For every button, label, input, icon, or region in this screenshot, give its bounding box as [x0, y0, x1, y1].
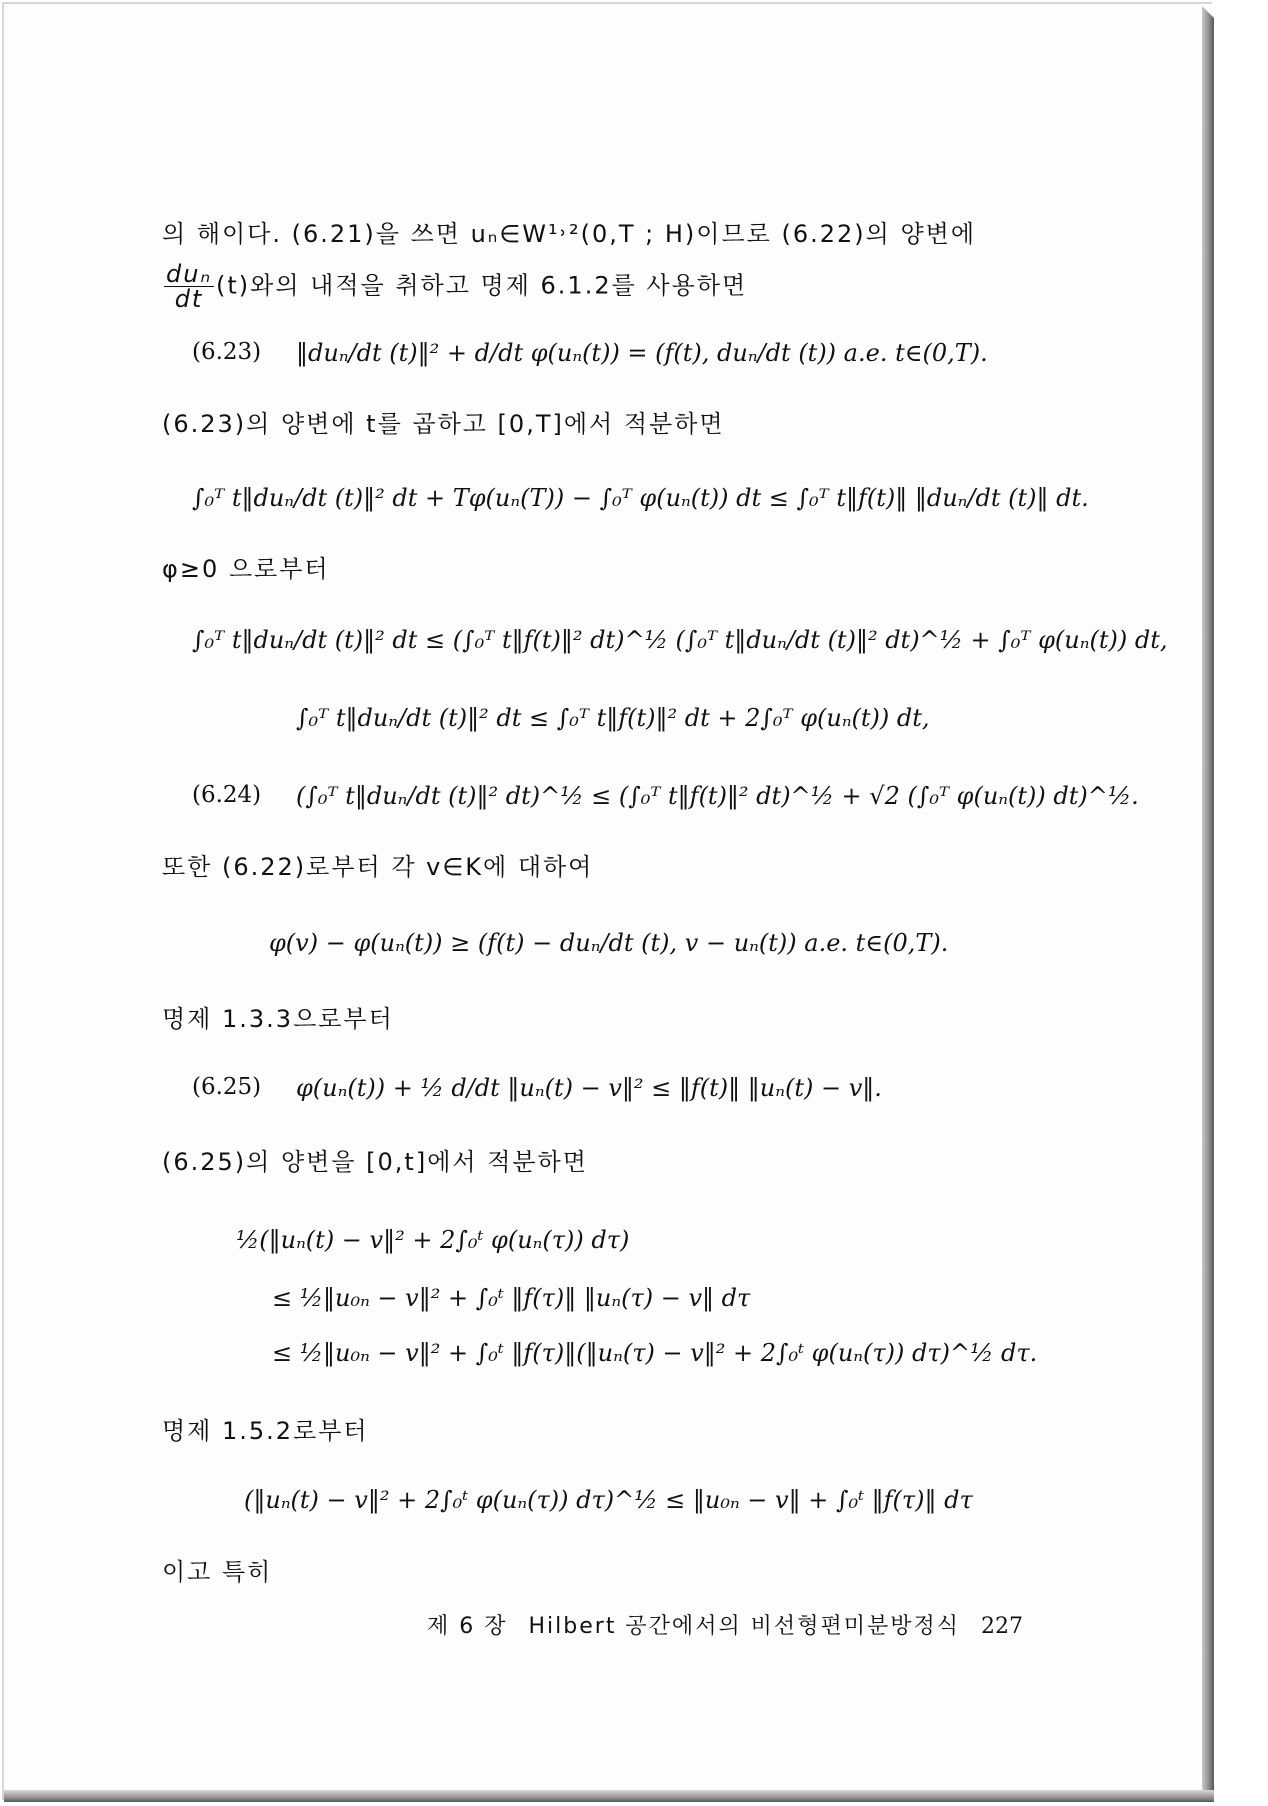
paragraph-1: 의 해이다. (6.21)을 쓰면 uₙ∈W¹˒²(0,T ; H)이므로 (6.22)의 양변에 — [162, 220, 977, 248]
paragraph-9: 이고 특히 — [162, 1558, 273, 1586]
paragraph-5: 또한 (6.22)로부터 각 v∈K에 대하여 — [162, 853, 594, 881]
equation-e-line-1: ½(‖uₙ(t) − v‖² + 2∫₀ᵗ φ(uₙ(τ)) dτ) — [236, 1226, 630, 1254]
paragraph-2-text: (t)와의 내적을 취하고 명제 6.1.2를 사용하면 — [216, 271, 748, 300]
eq-6-25: φ(uₙ(t)) + ½ d/dt ‖uₙ(t) − v‖² ≤ ‖f(t)‖ ‖uₙ(t) − v‖. — [296, 1074, 882, 1102]
page-edge-bottom — [4, 1790, 1214, 1802]
paragraph-2 — [162, 262, 747, 311]
equation-e-line-2: ≤ ½‖u₀ₙ − v‖² + ∫₀ᵗ ‖f(τ)‖ ‖uₙ(τ) − v‖ dτ — [272, 1284, 751, 1312]
eq-6-24-label: (6.24) — [192, 782, 262, 808]
footer-title: Hilbert 공간에서의 비선형편미분방정식 — [528, 1614, 960, 1639]
eq-6-25-label: (6.25) — [192, 1074, 262, 1100]
equation-f: (‖uₙ(t) − v‖² + 2∫₀ᵗ φ(uₙ(τ)) dτ)^½ ≤ ‖u₀ₙ − v‖ + ∫₀ᵗ ‖f(τ)‖ dτ — [244, 1486, 973, 1514]
eq-6-23: ‖duₙ/dt (t)‖² + d/dt φ(uₙ(t)) = (f(t), duₙ/dt (t)) a.e. t∈(0,T). — [296, 339, 988, 367]
du-dt-fraction: $\frac{\text{duₙ}}{dt}$ — [166, 260, 213, 313]
eq-6-23-label: (6.23) — [192, 339, 262, 365]
footer-chapter: 제 6 장 — [427, 1614, 508, 1639]
equation-d: φ(v) − φ(uₙ(t)) ≥ (f(t) − duₙ/dt (t), v − uₙ(t)) a.e. t∈(0,T). — [269, 929, 949, 957]
page-footer — [427, 1609, 1037, 1640]
paragraph-4: φ≥0 으로부터 — [162, 555, 330, 583]
page-edge-right — [1202, 4, 1214, 1802]
book-page — [2, 2, 1212, 1800]
page-corner — [1200, 4, 1214, 18]
paragraph-8: 명제 1.5.2로부터 — [162, 1417, 369, 1445]
equation-a: ∫₀ᵀ t‖duₙ/dt (t)‖² dt + Tφ(uₙ(T)) − ∫₀ᵀ φ(uₙ(t)) dt ≤ ∫₀ᵀ t‖f(t)‖ ‖duₙ/dt (t)‖ dt. — [192, 484, 1089, 512]
equation-e-line-3: ≤ ½‖u₀ₙ − v‖² + ∫₀ᵗ ‖f(τ)‖(‖uₙ(τ) − v‖² + 2∫₀ᵗ φ(uₙ(τ)) dτ)^½ dτ. — [272, 1339, 1038, 1367]
eq-6-24: (∫₀ᵀ t‖duₙ/dt (t)‖² dt)^½ ≤ (∫₀ᵀ t‖f(t)‖² dt)^½ + √2 (∫₀ᵀ φ(uₙ(t)) dt)^½. — [296, 782, 1139, 810]
page-number: 227 — [980, 1614, 1023, 1639]
paragraph-7: (6.25)의 양변을 [0,t]에서 적분하면 — [162, 1148, 588, 1176]
equation-b: ∫₀ᵀ t‖duₙ/dt (t)‖² dt ≤ (∫₀ᵀ t‖f(t)‖² dt)^½ (∫₀ᵀ t‖duₙ/dt (t)‖² dt)^½ + ∫₀ᵀ φ(uₙ(t)) dt, — [192, 626, 1168, 654]
equation-c: ∫₀ᵀ t‖duₙ/dt (t)‖² dt ≤ ∫₀ᵀ t‖f(t)‖² dt + 2∫₀ᵀ φ(uₙ(t)) dt, — [296, 704, 930, 732]
paragraph-3: (6.23)의 양변에 t를 곱하고 [0,T]에서 적분하면 — [162, 410, 725, 438]
paragraph-6: 명제 1.3.3으로부터 — [162, 1005, 394, 1033]
